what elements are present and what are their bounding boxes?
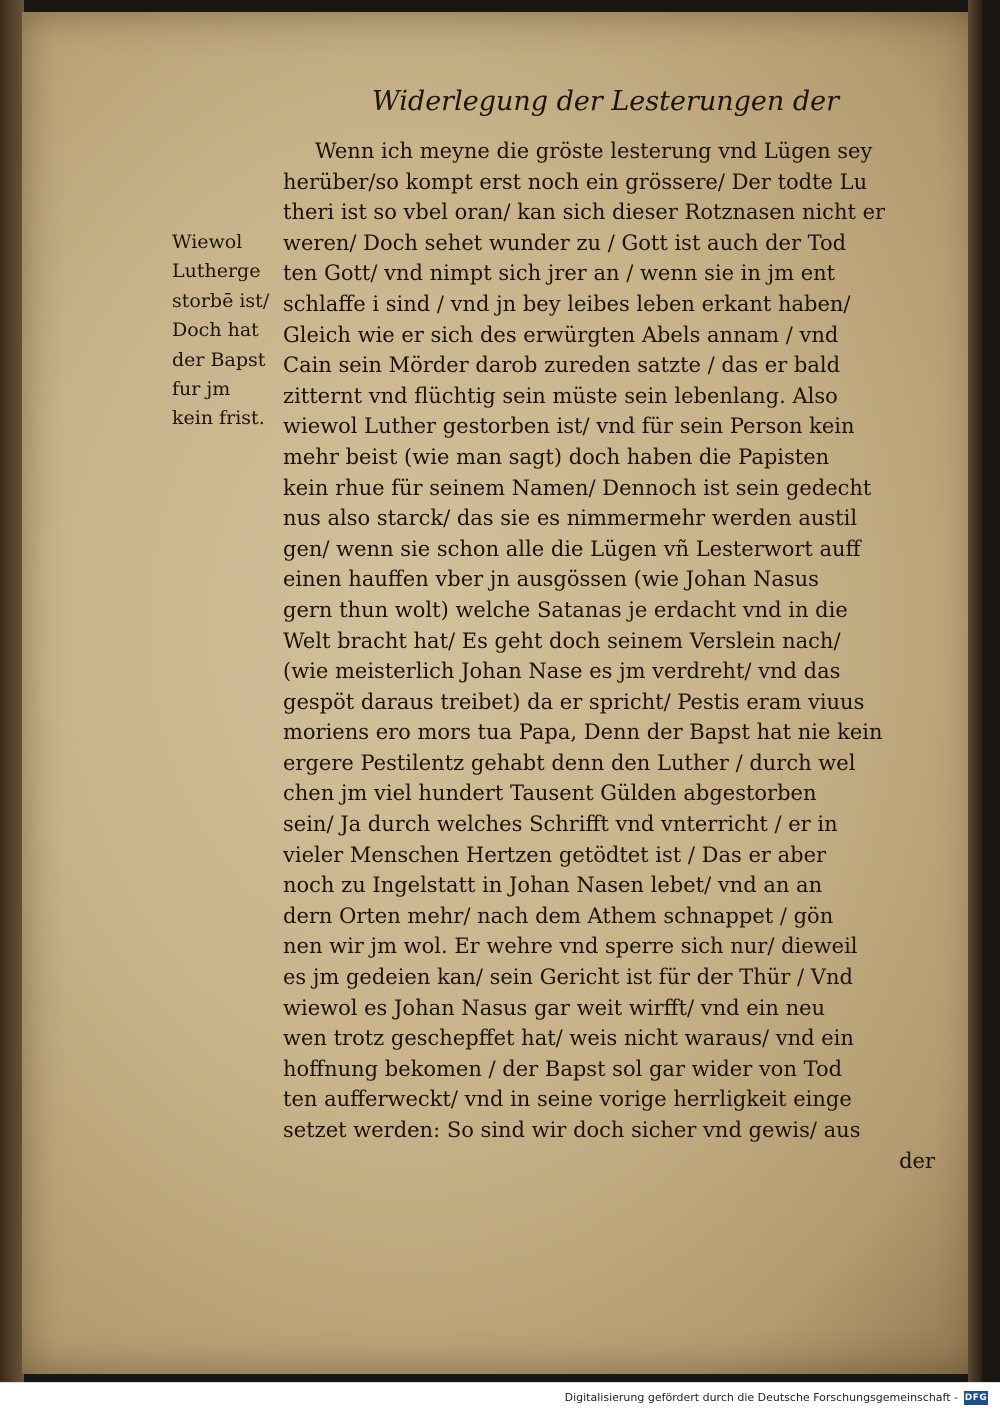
funding-credit: Digitalisierung gefördert durch die Deutsche Forschungsgemeinschaft - (564, 1391, 958, 1404)
binding-edge-right (968, 0, 982, 1382)
text-line: ergere Pestilentz gehabt denn den Luther / durch wel (283, 750, 856, 775)
marginal-note-line: storbē ist/ (172, 289, 270, 312)
text-line: Gleich wie er sich des erwürgten Abels annam / vnd (283, 322, 839, 347)
text-line: sein/ Ja durch welches Schrifft vnd vnterricht / er in (283, 812, 838, 837)
text-line: (wie meisterlich Johan Nase es jm verdreht/ vnd das (283, 659, 841, 684)
marginal-note-line: Doch hat (172, 319, 259, 342)
text-line: Wenn ich meyne die gröste lesterung vnd Lügen sey (315, 139, 873, 163)
digitization-footer (0, 1382, 1000, 1413)
text-line: moriens ero mors tua Papa, Denn der Bapst hat nie kein (283, 720, 883, 745)
text-line: kein rhue für seinem Namen/ Dennoch ist sein gedecht (283, 475, 872, 500)
text-line: Cain sein Mörder darob zureden satzte / das er bald (283, 353, 841, 378)
text-line: theri ist so vbel oran/ kan sich dieser Rotznasen nicht er (283, 200, 886, 225)
text-line: ten Gott/ vnd nimpt sich jrer an / wenn sie in jm ent (283, 261, 836, 286)
text-line: es jm gedeien kan/ sein Gericht ist für der Thür / Vnd (283, 965, 853, 990)
marginal-note-line: kein frist. (172, 407, 265, 430)
text-line: chen jm viel hundert Tausent Gülden abgestorben (283, 781, 817, 806)
running-title: Widerlegung der Lesterungen der (372, 86, 840, 117)
text-line: ten aufferweckt/ vnd in seine vorige herrligkeit einge (283, 1087, 852, 1112)
text-line: noch zu Ingelstatt in Johan Nasen lebet/ vnd an an (283, 873, 823, 898)
text-line: weren/ Doch sehet wunder zu / Gott ist auch der Tod (283, 230, 847, 255)
text-line: Welt bracht hat/ Es geht doch seinem Verslein nach/ (283, 628, 841, 653)
text-line: hoffnung bekomen / der Bapst sol gar wider von Tod (283, 1056, 843, 1081)
text-line: einen hauffen vber jn ausgössen (wie Johan Nasus (283, 567, 819, 592)
marginal-note-line: fur jm (172, 378, 231, 401)
text-line: wiewol es Johan Nasus gar weit wirfft/ vnd ein neu (283, 995, 826, 1020)
text-line: gern thun wolt) welche Satanas je erdacht vnd in die (283, 597, 848, 622)
marginal-note-line: Wiewol (172, 231, 243, 253)
text-line: gespöt daraus treibet) da er spricht/ Pestis eram viuus (283, 689, 865, 714)
text-line: nen wir jm wol. Er wehre vnd sperre sich nur/ dieweil (283, 934, 858, 959)
marginal-note-line: der Bapst (172, 348, 266, 371)
text-line: wen trotz geschepffet hat/ weis nicht waraus/ vnd ein (283, 1026, 854, 1051)
text-line: zitternt vnd flüchtig sein müste sein lebenlang. Also (283, 383, 838, 408)
main-text-block (283, 136, 945, 1176)
catchword: der (899, 1148, 935, 1173)
text-line: wiewol Luther gestorben ist/ vnd für sein Person kein (283, 414, 855, 439)
text-line: gen/ wenn sie schon alle die Lügen vñ Lesterwort auff (283, 536, 861, 561)
text-line: vieler Menschen Hertzen getödtet ist / Das er aber (283, 842, 827, 867)
text-line: mehr beist (wie man sagt) doch haben die Papisten (283, 444, 830, 469)
marginal-note (172, 228, 272, 434)
text-line: setzet werden: So sind wir doch sicher vnd gewis/ aus (283, 1118, 861, 1142)
binding-edge-left (0, 0, 24, 1382)
dfg-logo-icon: DFG (964, 1393, 988, 1403)
text-line: herüber/so kompt erst noch ein grössere/ Der todte Lu (283, 169, 868, 194)
text-line: nus also starck/ das sie es nimmermehr werden austil (283, 506, 858, 531)
text-line: dern Orten mehr/ nach dem Athem schnappet / gön (283, 903, 834, 928)
text-line: schlaffe i sind / vnd jn bey leibes leben erkant haben/ (283, 291, 851, 316)
marginal-note-line: Lutherge (172, 260, 261, 283)
